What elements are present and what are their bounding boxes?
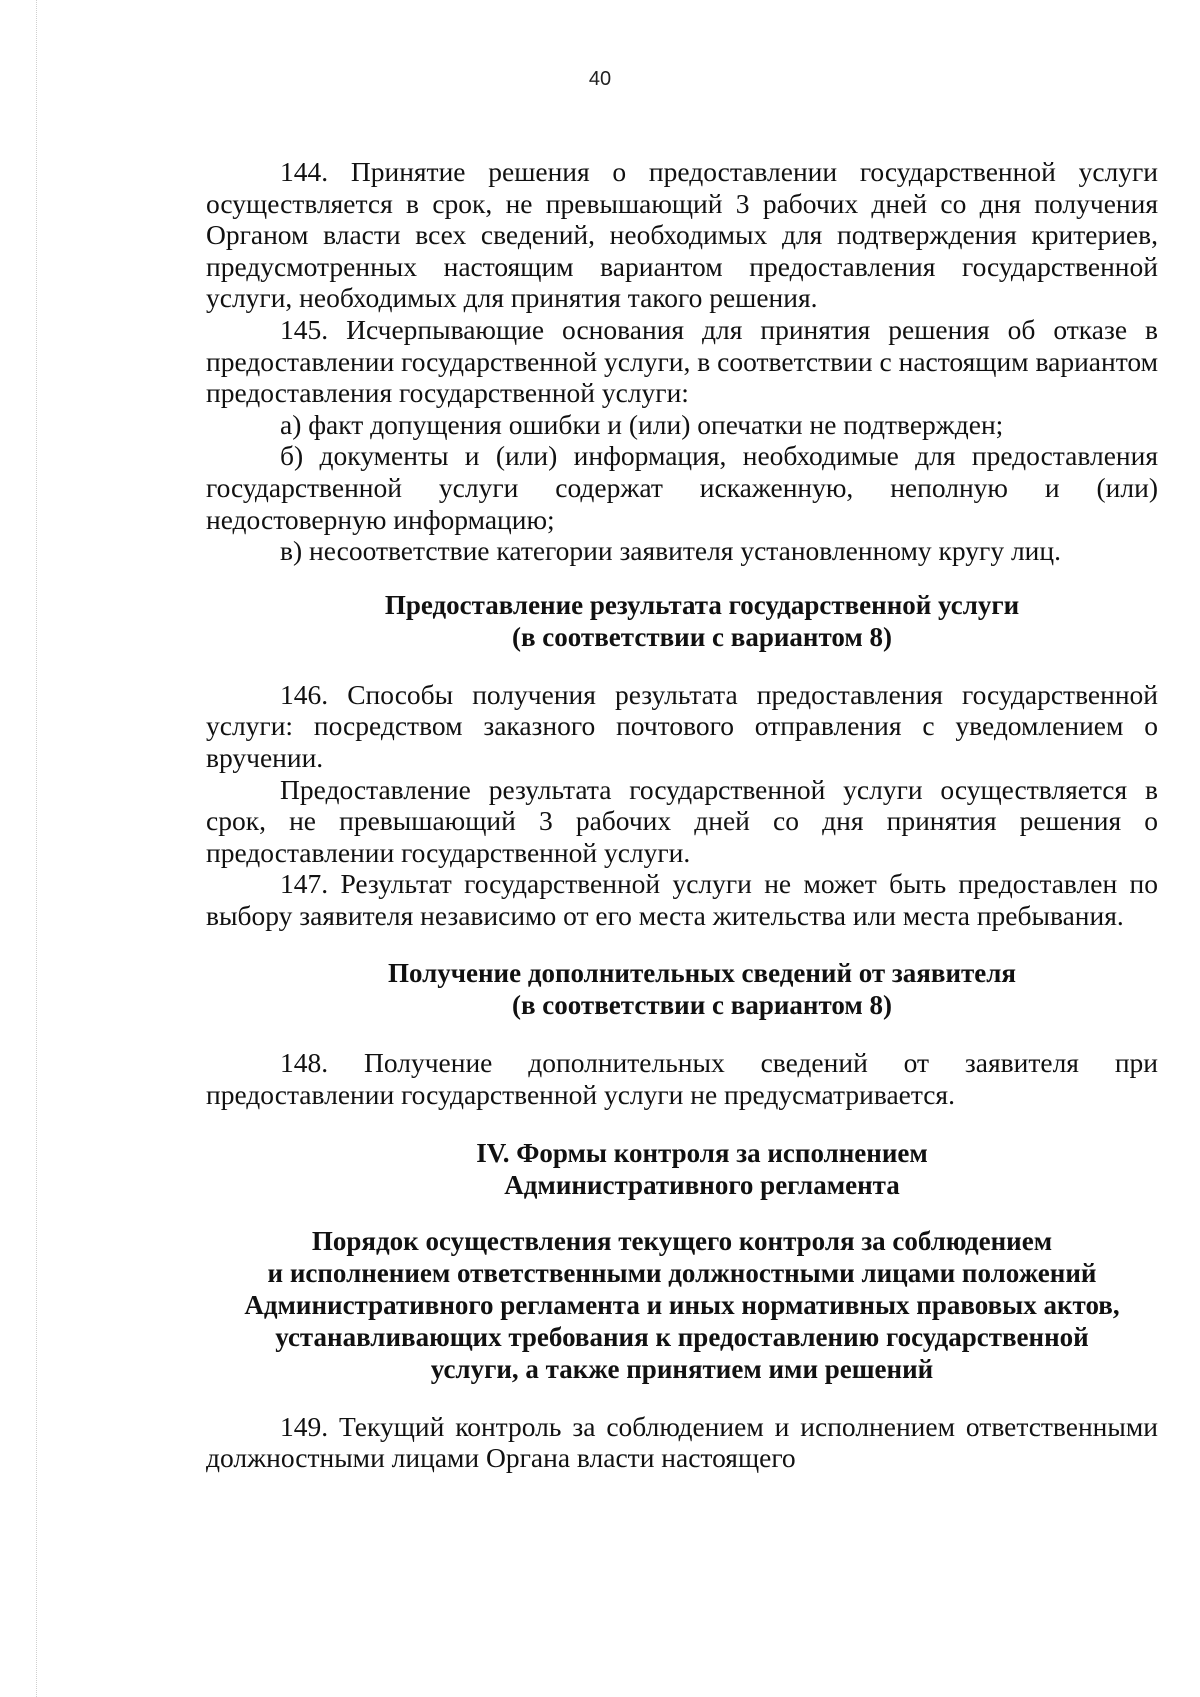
heading-line: и исполнением ответственными должностными лицами положений — [267, 1257, 1097, 1288]
heading-line: устанавливающих требования к предоставлению государственной — [275, 1321, 1089, 1352]
paragraph-147: 147. Результат государственной услуги не может быть предоставлен по выбору заявителя независимо от его места жительства или места пребывания. — [206, 868, 1158, 931]
heading-line: Предоставление результата государственной услуги — [384, 589, 1020, 620]
paragraph-148: 148. Получение дополнительных сведений от заявителя при предоставлении государственной услуги не предусматривается. — [206, 1047, 1158, 1111]
heading-result-provision — [206, 589, 1158, 653]
document-body — [206, 156, 1158, 1474]
paragraph-146: 146. Способы получения результата предоставления государственной услуги: посредством заказного почтового отправления с уведомлением о вручении. — [206, 678, 1158, 773]
paragraph-149: 149. Текущий контроль за соблюдением и исполнением ответственными должностными лицами Органа власти настоящего — [206, 1410, 1158, 1474]
paragraph-144: 144. Принятие решения о предоставлении государственной услуги осуществляется в срок, не превышающий 3 рабочих дней со дня получения Органом власти всех сведений, необходимых для подтверждения критериев, предусмотренных настоящим вариантом предоставления государственной услуги, необходимых для принятия такого решения. — [206, 156, 1158, 314]
heading-line: Административного регламента — [504, 1169, 900, 1200]
scan-edge-mark — [36, 0, 37, 1697]
paragraph-146-term: Предоставление результата государственной услуги осуществляется в срок, не превышающий 3 рабочих дней со дня принятия решения о предоставлении государственной услуги. — [206, 773, 1158, 868]
heading-section-iv — [206, 1137, 1158, 1201]
heading-line: Административного регламента и иных нормативных правовых актов, — [244, 1289, 1120, 1320]
heading-line: Порядок осуществления текущего контроля за соблюдением — [311, 1225, 1053, 1256]
heading-line: услуги, а также принятием ими решений — [430, 1353, 934, 1384]
heading-line: Получение дополнительных сведений от заявителя — [387, 958, 1017, 989]
heading-extra-info — [206, 957, 1158, 1021]
list-item-145a: а) факт допущения ошибки и (или) опечатки не подтвержден; — [280, 408, 1004, 440]
heading-line: (в соответствии с вариантом 8) — [511, 621, 893, 652]
heading-current-control — [206, 1225, 1158, 1385]
page-number: 40 — [588, 68, 612, 90]
heading-line: IV. Формы контроля за исполнением — [476, 1137, 928, 1168]
list-item-145c: в) несоответствие категории заявителя установленному кругу лиц. — [280, 535, 1061, 567]
list-item-145b: б) документы и (или) информация, необходимые для предоставления государственной услуги содержат искаженную, неполную и (или) недостоверную информацию; — [206, 440, 1158, 535]
paragraph-145: 145. Исчерпывающие основания для принятия решения об отказе в предоставлении государственной услуги, в соответствии с настоящим вариантом предоставления государственной услуги: — [206, 313, 1158, 409]
heading-line: (в соответствии с вариантом 8) — [511, 990, 893, 1021]
